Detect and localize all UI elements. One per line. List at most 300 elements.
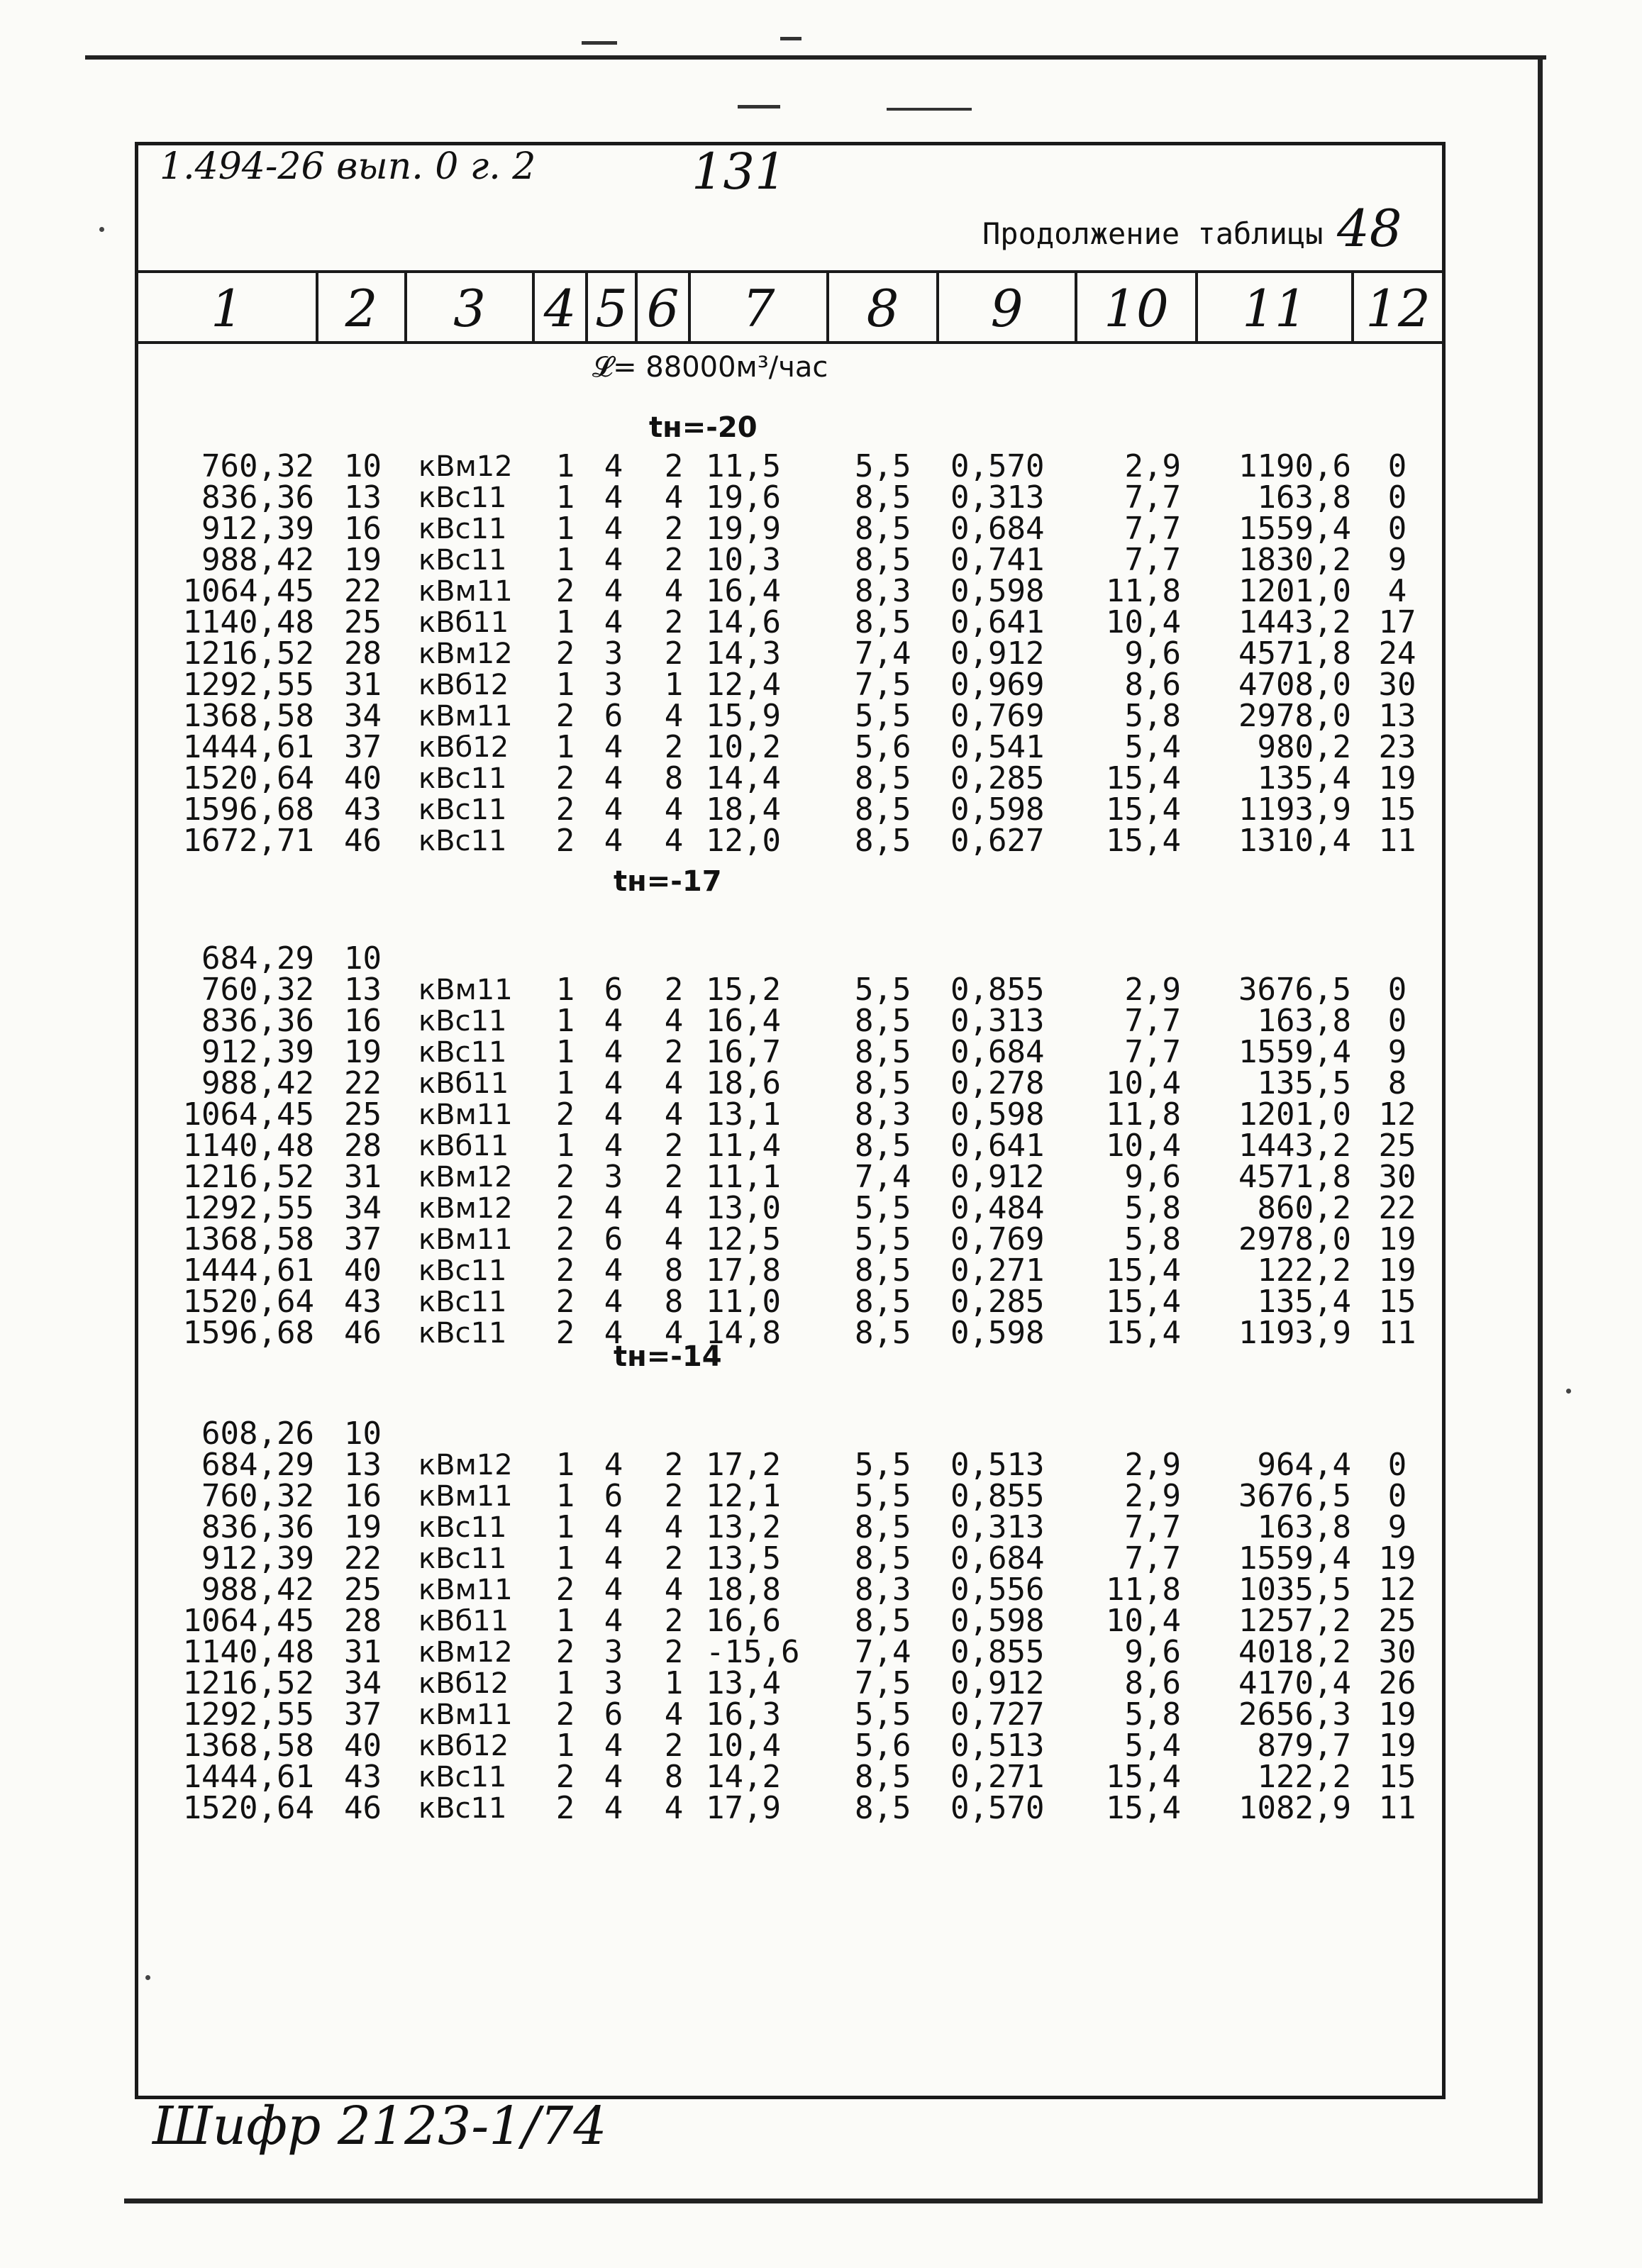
cell-col-3: кВс11	[418, 762, 507, 795]
column-header-5: 5	[595, 279, 628, 338]
cell-col-8: 5,5	[855, 972, 911, 1008]
table-row	[138, 669, 1442, 701]
cell-col-2: 34	[344, 698, 382, 734]
cell-col-11: 4571,8	[1238, 635, 1351, 672]
cell-col-8: 5,5	[855, 698, 911, 734]
cell-col-6: 4	[664, 698, 684, 734]
cell-col-12: 0	[1387, 972, 1407, 1008]
cell-col-8: 8,5	[855, 1315, 911, 1351]
cell-col-1: 1672,71	[182, 823, 314, 859]
cell-col-8: 5,5	[855, 448, 911, 484]
cell-col-2: 19	[344, 1509, 382, 1545]
cell-col-8: 8,3	[855, 573, 911, 609]
cell-col-1: 1292,55	[182, 1190, 314, 1226]
cell-col-1: 760,32	[201, 448, 314, 484]
cell-col-9: 0,598	[950, 1603, 1045, 1639]
cell-col-12: 9	[1387, 1034, 1407, 1070]
cell-col-11: 1830,2	[1238, 542, 1351, 578]
cell-col-10: 5,8	[1124, 1221, 1181, 1257]
cell-col-1: 1444,61	[182, 1759, 314, 1795]
cell-col-3: кВб12	[418, 669, 509, 701]
cell-col-5: 3	[604, 1665, 623, 1701]
table-row	[138, 479, 1442, 516]
cell-col-7: 19,9	[706, 511, 781, 547]
cell-col-6: 2	[664, 1634, 684, 1670]
cell-col-5: 4	[604, 448, 623, 484]
cell-col-6: 2	[664, 1478, 684, 1514]
cell-col-4: 1	[555, 1509, 575, 1545]
cell-col-4: 2	[555, 698, 575, 734]
cell-col-1: 608,26	[201, 1416, 314, 1452]
header-top-rule	[138, 270, 1442, 273]
cell-col-8: 5,5	[855, 1447, 911, 1483]
air-flow-label: 𝓛= 88000м³/час	[592, 351, 828, 384]
cell-col-6: 4	[664, 791, 684, 828]
cell-col-3: кВм12	[418, 450, 513, 483]
cell-col-9: 0,627	[950, 823, 1045, 859]
cell-col-11: 1559,4	[1238, 1034, 1351, 1070]
cell-col-8: 8,5	[855, 760, 911, 796]
cell-col-1: 1064,45	[182, 1603, 314, 1639]
cell-col-4: 1	[555, 604, 575, 640]
cell-col-7: 13,4	[706, 1665, 781, 1701]
cell-col-5: 3	[604, 1159, 623, 1195]
cell-col-11: 1559,4	[1238, 511, 1351, 547]
cell-col-9: 0,741	[950, 542, 1045, 578]
cell-col-12: 12	[1378, 1096, 1416, 1133]
cell-col-8: 8,5	[855, 1284, 911, 1320]
cell-col-2: 28	[344, 635, 382, 672]
cell-col-4: 1	[555, 1447, 575, 1483]
cell-col-3: кВм11	[418, 1480, 513, 1513]
cell-col-4: 2	[555, 1252, 575, 1289]
cell-col-12: 11	[1378, 1790, 1416, 1826]
cell-col-10: 11,8	[1106, 1572, 1181, 1608]
cell-col-6: 4	[664, 1190, 684, 1226]
cell-col-3: кВс11	[418, 1005, 507, 1038]
cell-col-9: 0,513	[950, 1447, 1045, 1483]
cell-col-9: 0,484	[950, 1190, 1045, 1226]
cell-col-10: 10,4	[1106, 604, 1181, 640]
cell-col-11: 860,2	[1257, 1190, 1351, 1226]
cell-col-1: 836,36	[201, 479, 314, 516]
cell-col-11: 4708,0	[1238, 667, 1351, 703]
cell-col-4: 2	[555, 791, 575, 828]
cell-col-2: 10	[344, 1416, 382, 1452]
cell-col-7: 14,6	[706, 604, 781, 640]
table-row	[138, 1096, 1442, 1133]
cell-col-2: 46	[344, 1315, 382, 1351]
scan-speck	[99, 227, 104, 232]
cell-col-9: 0,541	[950, 729, 1045, 765]
table-row	[138, 1478, 1442, 1514]
cell-col-8: 5,6	[855, 729, 911, 765]
cell-col-8: 8,5	[855, 1034, 911, 1070]
cell-col-5: 4	[604, 1252, 623, 1289]
cell-col-10: 7,7	[1124, 1540, 1181, 1577]
cell-col-10: 9,6	[1124, 1159, 1181, 1195]
cell-col-9: 0,570	[950, 1790, 1045, 1826]
cell-col-1: 1216,52	[182, 1665, 314, 1701]
column-header-9: 9	[990, 279, 1024, 338]
cell-col-6: 2	[664, 1540, 684, 1577]
cell-col-1: 988,42	[201, 1572, 314, 1608]
cell-col-4: 2	[555, 1572, 575, 1608]
cell-col-6: 8	[664, 1284, 684, 1320]
cell-col-2: 10	[344, 448, 382, 484]
cell-col-9: 0,598	[950, 1096, 1045, 1133]
cell-col-1: 1292,55	[182, 667, 314, 703]
cell-col-6: 2	[664, 604, 684, 640]
cell-col-3: кВм11	[418, 1223, 513, 1256]
cell-col-6: 4	[664, 823, 684, 859]
column-header-6: 6	[646, 279, 679, 338]
cell-col-7: 18,4	[706, 791, 781, 828]
cell-col-1: 1140,48	[182, 1634, 314, 1670]
cell-col-2: 34	[344, 1665, 382, 1701]
cell-col-3: кВм12	[418, 1192, 513, 1225]
cell-col-2: 13	[344, 972, 382, 1008]
table-row	[138, 729, 1442, 765]
cell-col-4: 2	[555, 760, 575, 796]
cell-col-10: 2,9	[1124, 1447, 1181, 1483]
cell-col-8: 8,5	[855, 479, 911, 516]
cell-col-6: 4	[664, 1572, 684, 1608]
cell-col-2: 16	[344, 1003, 382, 1039]
cell-col-5: 4	[604, 1728, 623, 1764]
cell-col-4: 1	[555, 1128, 575, 1164]
cell-col-11: 135,4	[1257, 1284, 1351, 1320]
cell-col-10: 5,4	[1124, 729, 1181, 765]
cell-col-3: кВс11	[418, 1761, 507, 1794]
cell-col-1: 1520,64	[182, 1790, 314, 1826]
cell-col-3: кВс11	[418, 513, 507, 545]
section-label: tн=-17	[614, 865, 722, 898]
table-number: 48	[1337, 199, 1402, 258]
cell-col-5: 4	[604, 1284, 623, 1320]
cell-col-2: 13	[344, 1447, 382, 1483]
cell-col-1: 1368,58	[182, 1728, 314, 1764]
cell-col-5: 6	[604, 698, 623, 734]
cell-col-8: 8,3	[855, 1572, 911, 1608]
cell-col-3: кВс11	[418, 1255, 507, 1287]
table-row	[138, 513, 1442, 545]
cell-col-9: 0,313	[950, 1003, 1045, 1039]
cell-col-10: 15,4	[1106, 1252, 1181, 1289]
column-header-7: 7	[742, 279, 775, 338]
cell-col-3: кВс11	[418, 794, 507, 826]
cell-col-7: 17,9	[706, 1790, 781, 1826]
table-row	[138, 448, 1442, 484]
cell-col-8: 7,5	[855, 1665, 911, 1701]
cell-col-12: 11	[1378, 823, 1416, 859]
cell-col-3: кВм11	[418, 974, 513, 1006]
cell-col-12: 0	[1387, 448, 1407, 484]
cell-col-2: 46	[344, 823, 382, 859]
cell-col-2: 19	[344, 1034, 382, 1070]
cell-col-2: 37	[344, 729, 382, 765]
table-row	[138, 1730, 1442, 1762]
cell-col-11: 135,4	[1257, 760, 1351, 796]
cell-col-2: 25	[344, 1096, 382, 1133]
cell-col-6: 4	[664, 1096, 684, 1133]
cell-col-7: 10,3	[706, 542, 781, 578]
cell-col-12: 0	[1387, 1003, 1407, 1039]
table-row	[138, 1790, 1442, 1826]
cell-col-8: 5,5	[855, 1221, 911, 1257]
cell-col-6: 4	[664, 1509, 684, 1545]
cell-col-11: 135,5	[1257, 1065, 1351, 1101]
cell-col-8: 5,5	[855, 1190, 911, 1226]
cell-col-11: 1310,4	[1238, 823, 1351, 859]
scan-mark	[738, 105, 780, 109]
cell-col-11: 3676,5	[1238, 1478, 1351, 1514]
cell-col-9: 0,598	[950, 791, 1045, 828]
cell-col-6: 2	[664, 1128, 684, 1164]
cell-col-9: 0,684	[950, 1540, 1045, 1577]
cell-col-3: кВс11	[418, 1511, 507, 1544]
section-label: tн=-20	[649, 411, 758, 444]
table-row	[138, 823, 1442, 859]
cell-col-7: 13,2	[706, 1509, 781, 1545]
cell-col-7: 11,5	[706, 448, 781, 484]
footer-cipher: Шифр 2123-1/74	[152, 2096, 607, 2157]
cell-col-7: 10,2	[706, 729, 781, 765]
cell-col-10: 10,4	[1106, 1065, 1181, 1101]
cell-col-2: 31	[344, 1159, 382, 1195]
cell-col-12: 0	[1387, 1478, 1407, 1514]
cell-col-8: 7,4	[855, 1634, 911, 1670]
cell-col-1: 760,32	[201, 1478, 314, 1514]
cell-col-10: 10,4	[1106, 1603, 1181, 1639]
cell-col-1: 1292,55	[182, 1696, 314, 1733]
cell-col-3: кВб11	[418, 1130, 509, 1162]
cell-col-1: 1444,61	[182, 1252, 314, 1289]
cell-col-11: 2656,3	[1238, 1696, 1351, 1733]
cell-col-11: 1201,0	[1238, 573, 1351, 609]
cell-col-8: 5,5	[855, 1696, 911, 1733]
cell-col-3: кВб12	[418, 1730, 509, 1762]
cell-col-3: кВм11	[418, 1099, 513, 1131]
cell-col-7: 12,0	[706, 823, 781, 859]
cell-col-5: 4	[604, 479, 623, 516]
cell-col-2: 13	[344, 479, 382, 516]
cell-col-7: 18,8	[706, 1572, 781, 1608]
cell-col-7: 16,4	[706, 573, 781, 609]
cell-col-9: 0,598	[950, 573, 1045, 609]
scan-mark	[780, 37, 801, 40]
cell-col-7: 13,5	[706, 1540, 781, 1577]
cell-col-11: 163,8	[1257, 1003, 1351, 1039]
cell-col-3: кВб11	[418, 1605, 509, 1638]
cell-col-8: 8,5	[855, 1759, 911, 1795]
cell-col-5: 4	[604, 1096, 623, 1133]
cell-col-9: 0,684	[950, 511, 1045, 547]
cell-col-10: 2,9	[1124, 1478, 1181, 1514]
cell-col-9: 0,641	[950, 1128, 1045, 1164]
cell-col-5: 4	[604, 1790, 623, 1826]
cell-col-8: 8,5	[855, 1603, 911, 1639]
cell-col-7: 14,2	[706, 1759, 781, 1795]
table-row	[138, 1634, 1442, 1670]
cell-col-8: 7,4	[855, 1159, 911, 1195]
cell-col-11: 1201,0	[1238, 1096, 1351, 1133]
table-row	[138, 1315, 1442, 1351]
cell-col-3: кВм11	[418, 1574, 513, 1606]
cell-col-2: 22	[344, 573, 382, 609]
table-row	[138, 698, 1442, 734]
cell-col-1: 912,39	[201, 511, 314, 547]
cell-col-5: 3	[604, 667, 623, 703]
cell-col-4: 1	[555, 511, 575, 547]
cell-col-11: 1257,2	[1238, 1603, 1351, 1639]
cell-col-10: 8,6	[1124, 667, 1181, 703]
cell-col-4: 1	[555, 448, 575, 484]
cell-col-7: 19,6	[706, 479, 781, 516]
cell-col-2: 10	[344, 940, 382, 977]
table-row	[138, 1065, 1442, 1101]
cell-col-11: 1193,9	[1238, 791, 1351, 828]
cell-col-5: 4	[604, 1759, 623, 1795]
cell-col-10: 15,4	[1106, 823, 1181, 859]
table-row	[138, 940, 1442, 977]
cell-col-1: 988,42	[201, 1065, 314, 1101]
cell-col-8: 5,6	[855, 1728, 911, 1764]
cell-col-5: 4	[604, 1065, 623, 1101]
cell-col-5: 4	[604, 1315, 623, 1351]
cell-col-8: 8,5	[855, 1540, 911, 1577]
cell-col-10: 9,6	[1124, 635, 1181, 672]
cell-col-7: 15,2	[706, 972, 781, 1008]
page-number: 131	[692, 143, 787, 201]
cell-col-12: 23	[1378, 729, 1416, 765]
table-row	[138, 1418, 1442, 1450]
cell-col-3: кВм11	[418, 575, 513, 608]
cell-col-7: 18,6	[706, 1065, 781, 1101]
cell-col-10: 5,8	[1124, 1190, 1181, 1226]
cell-col-9: 0,769	[950, 698, 1045, 734]
cell-col-7: 14,8	[706, 1315, 781, 1351]
cell-col-7: 13,1	[706, 1096, 781, 1133]
cell-col-3: кВм12	[418, 638, 513, 670]
cell-col-3: кВс11	[418, 544, 507, 577]
table-sheet	[135, 142, 1446, 2099]
cell-col-8: 8,5	[855, 1065, 911, 1101]
cell-col-4: 1	[555, 1478, 575, 1514]
cell-col-5: 4	[604, 1572, 623, 1608]
cell-col-9: 0,285	[950, 760, 1045, 796]
table-row	[138, 1190, 1442, 1226]
cell-col-8: 8,5	[855, 1128, 911, 1164]
cell-col-11: 879,7	[1257, 1728, 1351, 1764]
cell-col-12: 13	[1378, 698, 1416, 734]
cell-col-4: 1	[555, 1540, 575, 1577]
cell-col-6: 2	[664, 1728, 684, 1764]
cell-col-6: 1	[664, 667, 684, 703]
cell-col-3: кВс11	[418, 1317, 507, 1350]
cell-col-10: 7,7	[1124, 479, 1181, 516]
column-header-12: 12	[1365, 279, 1431, 338]
cell-col-4: 2	[555, 1790, 575, 1826]
cell-col-12: 9	[1387, 1509, 1407, 1545]
cell-col-1: 836,36	[201, 1509, 314, 1545]
cell-col-7: 16,3	[706, 1696, 781, 1733]
table-row	[138, 635, 1442, 672]
cell-col-5: 4	[604, 511, 623, 547]
cell-col-10: 5,8	[1124, 1696, 1181, 1733]
cell-col-10: 5,4	[1124, 1728, 1181, 1764]
cell-col-1: 1368,58	[182, 1221, 314, 1257]
cell-col-1: 912,39	[201, 1540, 314, 1577]
cell-col-9: 0,313	[950, 479, 1045, 516]
cell-col-6: 2	[664, 635, 684, 672]
cell-col-2: 31	[344, 667, 382, 703]
cell-col-10: 15,4	[1106, 1284, 1181, 1320]
table-row	[138, 1509, 1442, 1545]
cell-col-5: 4	[604, 1540, 623, 1577]
cell-col-9: 0,271	[950, 1759, 1045, 1795]
cell-col-6: 2	[664, 1447, 684, 1483]
cell-col-4: 1	[555, 542, 575, 578]
cell-col-4: 2	[555, 1634, 575, 1670]
cell-col-12: 25	[1378, 1603, 1416, 1639]
cell-col-5: 4	[604, 729, 623, 765]
cell-col-5: 4	[604, 1128, 623, 1164]
table-row	[138, 974, 1442, 1006]
cell-col-6: 8	[664, 1759, 684, 1795]
cell-col-11: 1443,2	[1238, 1128, 1351, 1164]
cell-col-5: 6	[604, 972, 623, 1008]
cell-col-5: 4	[604, 1603, 623, 1639]
cell-col-2: 40	[344, 760, 382, 796]
section-label: tн=-14	[614, 1340, 722, 1373]
cell-col-10: 5,8	[1124, 698, 1181, 734]
cell-col-8: 8,5	[855, 1790, 911, 1826]
cell-col-7: 11,4	[706, 1128, 781, 1164]
cell-col-4: 2	[555, 573, 575, 609]
cell-col-9: 0,556	[950, 1572, 1045, 1608]
cell-col-7: 16,7	[706, 1034, 781, 1070]
cell-col-9: 0,855	[950, 1478, 1045, 1514]
cell-col-10: 15,4	[1106, 1790, 1181, 1826]
cell-col-11: 1193,9	[1238, 1315, 1351, 1351]
cell-col-5: 4	[604, 1003, 623, 1039]
cell-col-7: 12,5	[706, 1221, 781, 1257]
cell-col-7: 17,2	[706, 1447, 781, 1483]
cell-col-1: 1216,52	[182, 635, 314, 672]
table-row	[138, 1574, 1442, 1606]
cell-col-8: 8,5	[855, 823, 911, 859]
cell-col-3: кВм12	[418, 1161, 513, 1194]
cell-col-10: 15,4	[1106, 1759, 1181, 1795]
cell-col-9: 0,912	[950, 635, 1045, 672]
cell-col-6: 2	[664, 542, 684, 578]
cell-col-5: 6	[604, 1696, 623, 1733]
cell-col-8: 7,4	[855, 635, 911, 672]
cell-col-6: 1	[664, 1665, 684, 1701]
table-row	[138, 1603, 1442, 1639]
cell-col-12: 17	[1378, 604, 1416, 640]
cell-col-8: 8,3	[855, 1096, 911, 1133]
cell-col-11: 4170,4	[1238, 1665, 1351, 1701]
table-row	[138, 542, 1442, 578]
cell-col-1: 1444,61	[182, 729, 314, 765]
cell-col-10: 8,6	[1124, 1665, 1181, 1701]
cell-col-4: 1	[555, 1034, 575, 1070]
cell-col-1: 1140,48	[182, 1128, 314, 1164]
cell-col-2: 31	[344, 1634, 382, 1670]
table-row	[138, 604, 1442, 640]
